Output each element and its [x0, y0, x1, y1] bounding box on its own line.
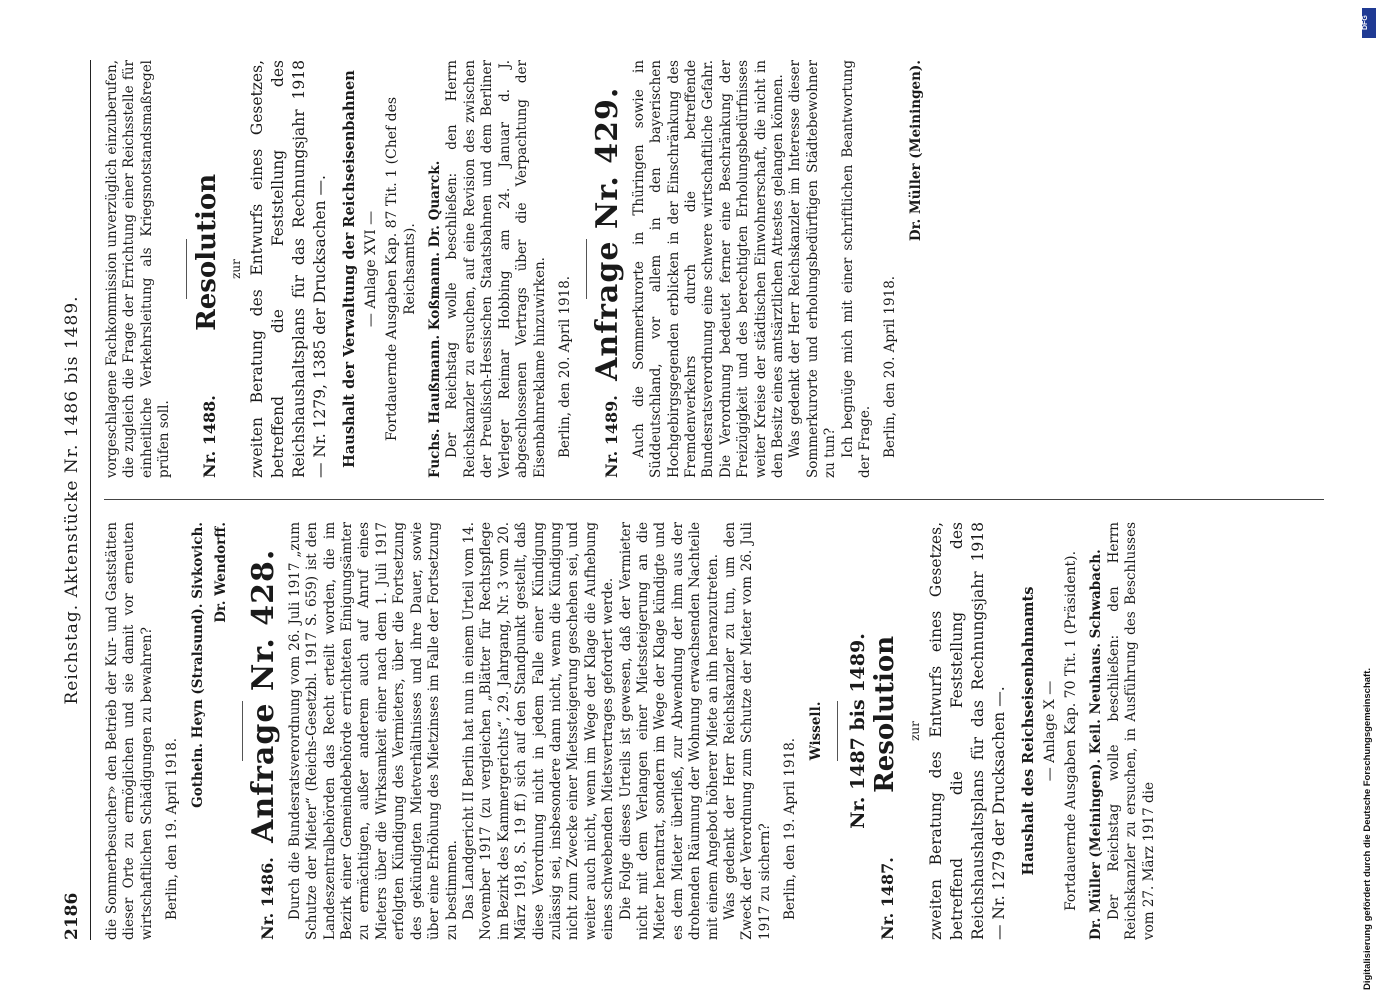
separator — [837, 701, 838, 761]
signatories: Fuchs. Haußmann. Koßmann. Dr. Quarck. — [427, 160, 444, 478]
signatory: Dr. Müller (Meiningen). — [907, 60, 924, 242]
paragraph: Durch die Bundesratsverordnung vom 26. Juli 1917 „zum Schutze der Mieter“ (Reichs-Gesetzbl. 1917 S. 659) ist den Landeszentralbehörden das Recht erteilt worden, die im Bezirk einer Gemeindebehörde errichteten Einigungsämter zu ermächtigen, außer anderem auch auf Anruf eines Mieters über die Wirksamkeit einer nach dem 1. Juli 1917 erfolgten Kündigung des Vermieters, über die Fortsetzung des gekündigten Mietverhältnisses und ihre Dauer, sowie über eine Erhöhung des Mietzinses im Falle der Fortsetzung zu bestimmen. — [286, 522, 460, 940]
signatory: Dr. Wendorff. — [213, 522, 230, 623]
document-number: Nr. 1488. — [199, 395, 219, 478]
resolution-subject: zweiten Beratung des Entwurfs eines Gesetzes, betreffend die Feststellung des Reichshaushaltsplans für das Rechnungsjahr 1918 — Nr. 1279, 1385 der Drucksachen —. — [248, 60, 330, 478]
document-number: Nr. 1487. — [878, 857, 898, 940]
resolution-subject: zweiten Beratung des Entwurfs eines Gesetzes, betreffend die Feststellung des Reichshaushaltsplans für das Rechnungsjahr 1918 — Nr. 1279 der Drucksachen —. — [927, 522, 1009, 940]
signatory: Wissell. — [807, 701, 824, 761]
paragraph: Der Reichstag wolle beschließen: den Herrn Reichskanzler zu ersuchen, auf eine Revision des zwischen der Preußisch-Hessischen Staatsbahnen und dem Berliner Verleger Reimar Hobbing am 24. Januar d. J. abgeschlossenen Vertrags über die Verpachtung der Eisenbahnreklame hinzuwirken. — [444, 60, 548, 478]
paragraph: Was gedenkt der Herr Reichskanzler im Interesse dieser Sommerkurorte und erholungsbedürftigen Städtebewohner zu tun? — [787, 60, 839, 478]
budget-line: Fortdauernde Ausgaben Kap. 87 Tit. 1 (Chef des Reichsamts). — [384, 96, 418, 442]
anlage-line: — Anlage XVI — — [362, 210, 379, 328]
right-column — [104, 60, 931, 478]
zur-line: zur — [229, 259, 244, 279]
document-heading — [246, 522, 282, 940]
separator — [586, 239, 587, 299]
continuation-text: die Sommerbesucher» den Betrieb der Kur- und Gaststätten dieser Orte zu ermöglichen und sie damit vor erneuten wirtschaftlichen Schädigungen zu bewahren? — [104, 522, 155, 940]
page-header — [60, 60, 91, 940]
date-line: Berlin, den 19. April 1918. — [164, 737, 181, 920]
document-title: Resolution — [191, 173, 222, 331]
section-range: Nr. 1487 bis 1489. — [847, 633, 870, 829]
budget-line: Fortdauernde Ausgaben Kap. 70 Tit. 1 (Präsident). — [1063, 550, 1080, 912]
anlage-line: — Anlage X — — [1041, 680, 1058, 782]
document-title: Resolution — [870, 635, 901, 793]
zur-line: zur — [907, 721, 922, 741]
date-line: Berlin, den 19. April 1918. — [782, 737, 799, 920]
separator — [186, 239, 187, 299]
page-number: 2186 — [62, 892, 82, 940]
separator — [242, 701, 243, 761]
column-divider — [104, 499, 1324, 500]
paragraph: Auch die Sommerkurorte in Thüringen sowie in Süddeutschland, vor allem in den bayerischen Hochgebirgsgegenden erblicken in der Einschränkung des Fremdenverkehrs durch die betreffende Bundesratsverordnung eine schwere wirtschaftliche Gefahr. Die Verordnung bedeutet ferner eine Beschränkung der Freizügigkeit und des berechtigten Erholungsbedürfnisses weiter Kreise der städtischen Einwohnerschaft, die nicht in den Besitz eines amtsärztlichen Attestes gelangen können. — [630, 60, 786, 478]
document-title: Anfrage Nr. 429. — [590, 86, 626, 381]
date-line: Berlin, den 20. April 1918. — [556, 275, 573, 458]
document-number: Nr. 1489. — [602, 395, 622, 478]
dfg-logo: DFG — [1362, 8, 1376, 38]
date-line: Berlin, den 20. April 1918. — [882, 275, 899, 458]
section-title: Haushalt der Verwaltung der Reichseisenbahnen — [341, 70, 359, 468]
document-heading — [870, 522, 901, 940]
paragraph: Die Folge dieses Urteils ist gewesen, daß der Vermieter nicht mit dem Verlangen einer Mietssteigerung an die Mieter herantrat, sondern im Wege der Klage kündigte und es dem Mieter überließ, zur Abwendung der ihm aus der drohenden Räumung der Wohnung erwachsenden Nachteile mit einem Angebot höherer Miete an ihn heranzutreten. — [617, 522, 721, 940]
signatories: Gothein. Heyn (Stralsund). Sivkovich. — [189, 522, 206, 808]
left-column — [104, 522, 1158, 940]
document-heading — [590, 60, 626, 478]
paragraph: Der Reichstag wolle beschließen: den Herrn Reichskanzler zu ersuchen, in Ausführung des Beschlusses vom 27. März 1917 die — [1105, 522, 1157, 940]
document-heading — [191, 60, 222, 478]
rotated-page — [60, 60, 1350, 940]
document-title: Anfrage Nr. 428. — [246, 548, 282, 843]
paragraph: Was gedenkt der Herr Reichskanzler zu tun, um den Zweck der Verordnung zum Schutze der Mieter vom 26. Juli 1917 zu sichern? — [722, 522, 773, 940]
document-number: Nr. 1486. — [258, 857, 278, 940]
paragraph: Ich begnüge mich mit einer schriftlichen Beantwortung der Frage. — [839, 60, 873, 478]
continuation-text: vorgeschlagene Fachkommission unverzüglich einzuberufen, die zugleich die Frage der Errichtung einer Reichsstelle für einheitliche Verkehrsleitung als Kriegsnotstandsmaßregel prüfen soll. — [104, 60, 173, 478]
paragraph: Das Landgericht II Berlin hat nun in einem Urteil vom 14. November 1917 (zu vergleichen „Blätter für Rechtspflege im Bezirk des Kammergerichts“, 29. Jahrgang, Nr. 3 vom 20. März 1918, S. 19 ff.) sich auf den Standpunkt gestellt, daß diese Verordnung nicht in jedem Falle einer Kündigung zulässig sei, insbesondere dann nicht, wenn die Kündigung nicht zum Zwecke einer Mietssteigerung geschehen sei, und weiter auch nicht, wenn im Wege der Klage die Aufhebung eines schwebenden Mietsvertrages gefordert werde. — [460, 522, 617, 940]
section-title: Haushalt des Reichseisenbahnamts — [1020, 586, 1038, 876]
running-title: Reichstag. Aktenstücke Nr. 1486 bis 1489. — [62, 295, 82, 705]
signatories: Dr. Müller (Meiningen). Keil. Neuhaus. Schwabach. — [1088, 549, 1105, 940]
funding-note: Digitalisierung gefördert durch die Deutsche Forschungsgemeinschaft. — [1362, 668, 1373, 990]
